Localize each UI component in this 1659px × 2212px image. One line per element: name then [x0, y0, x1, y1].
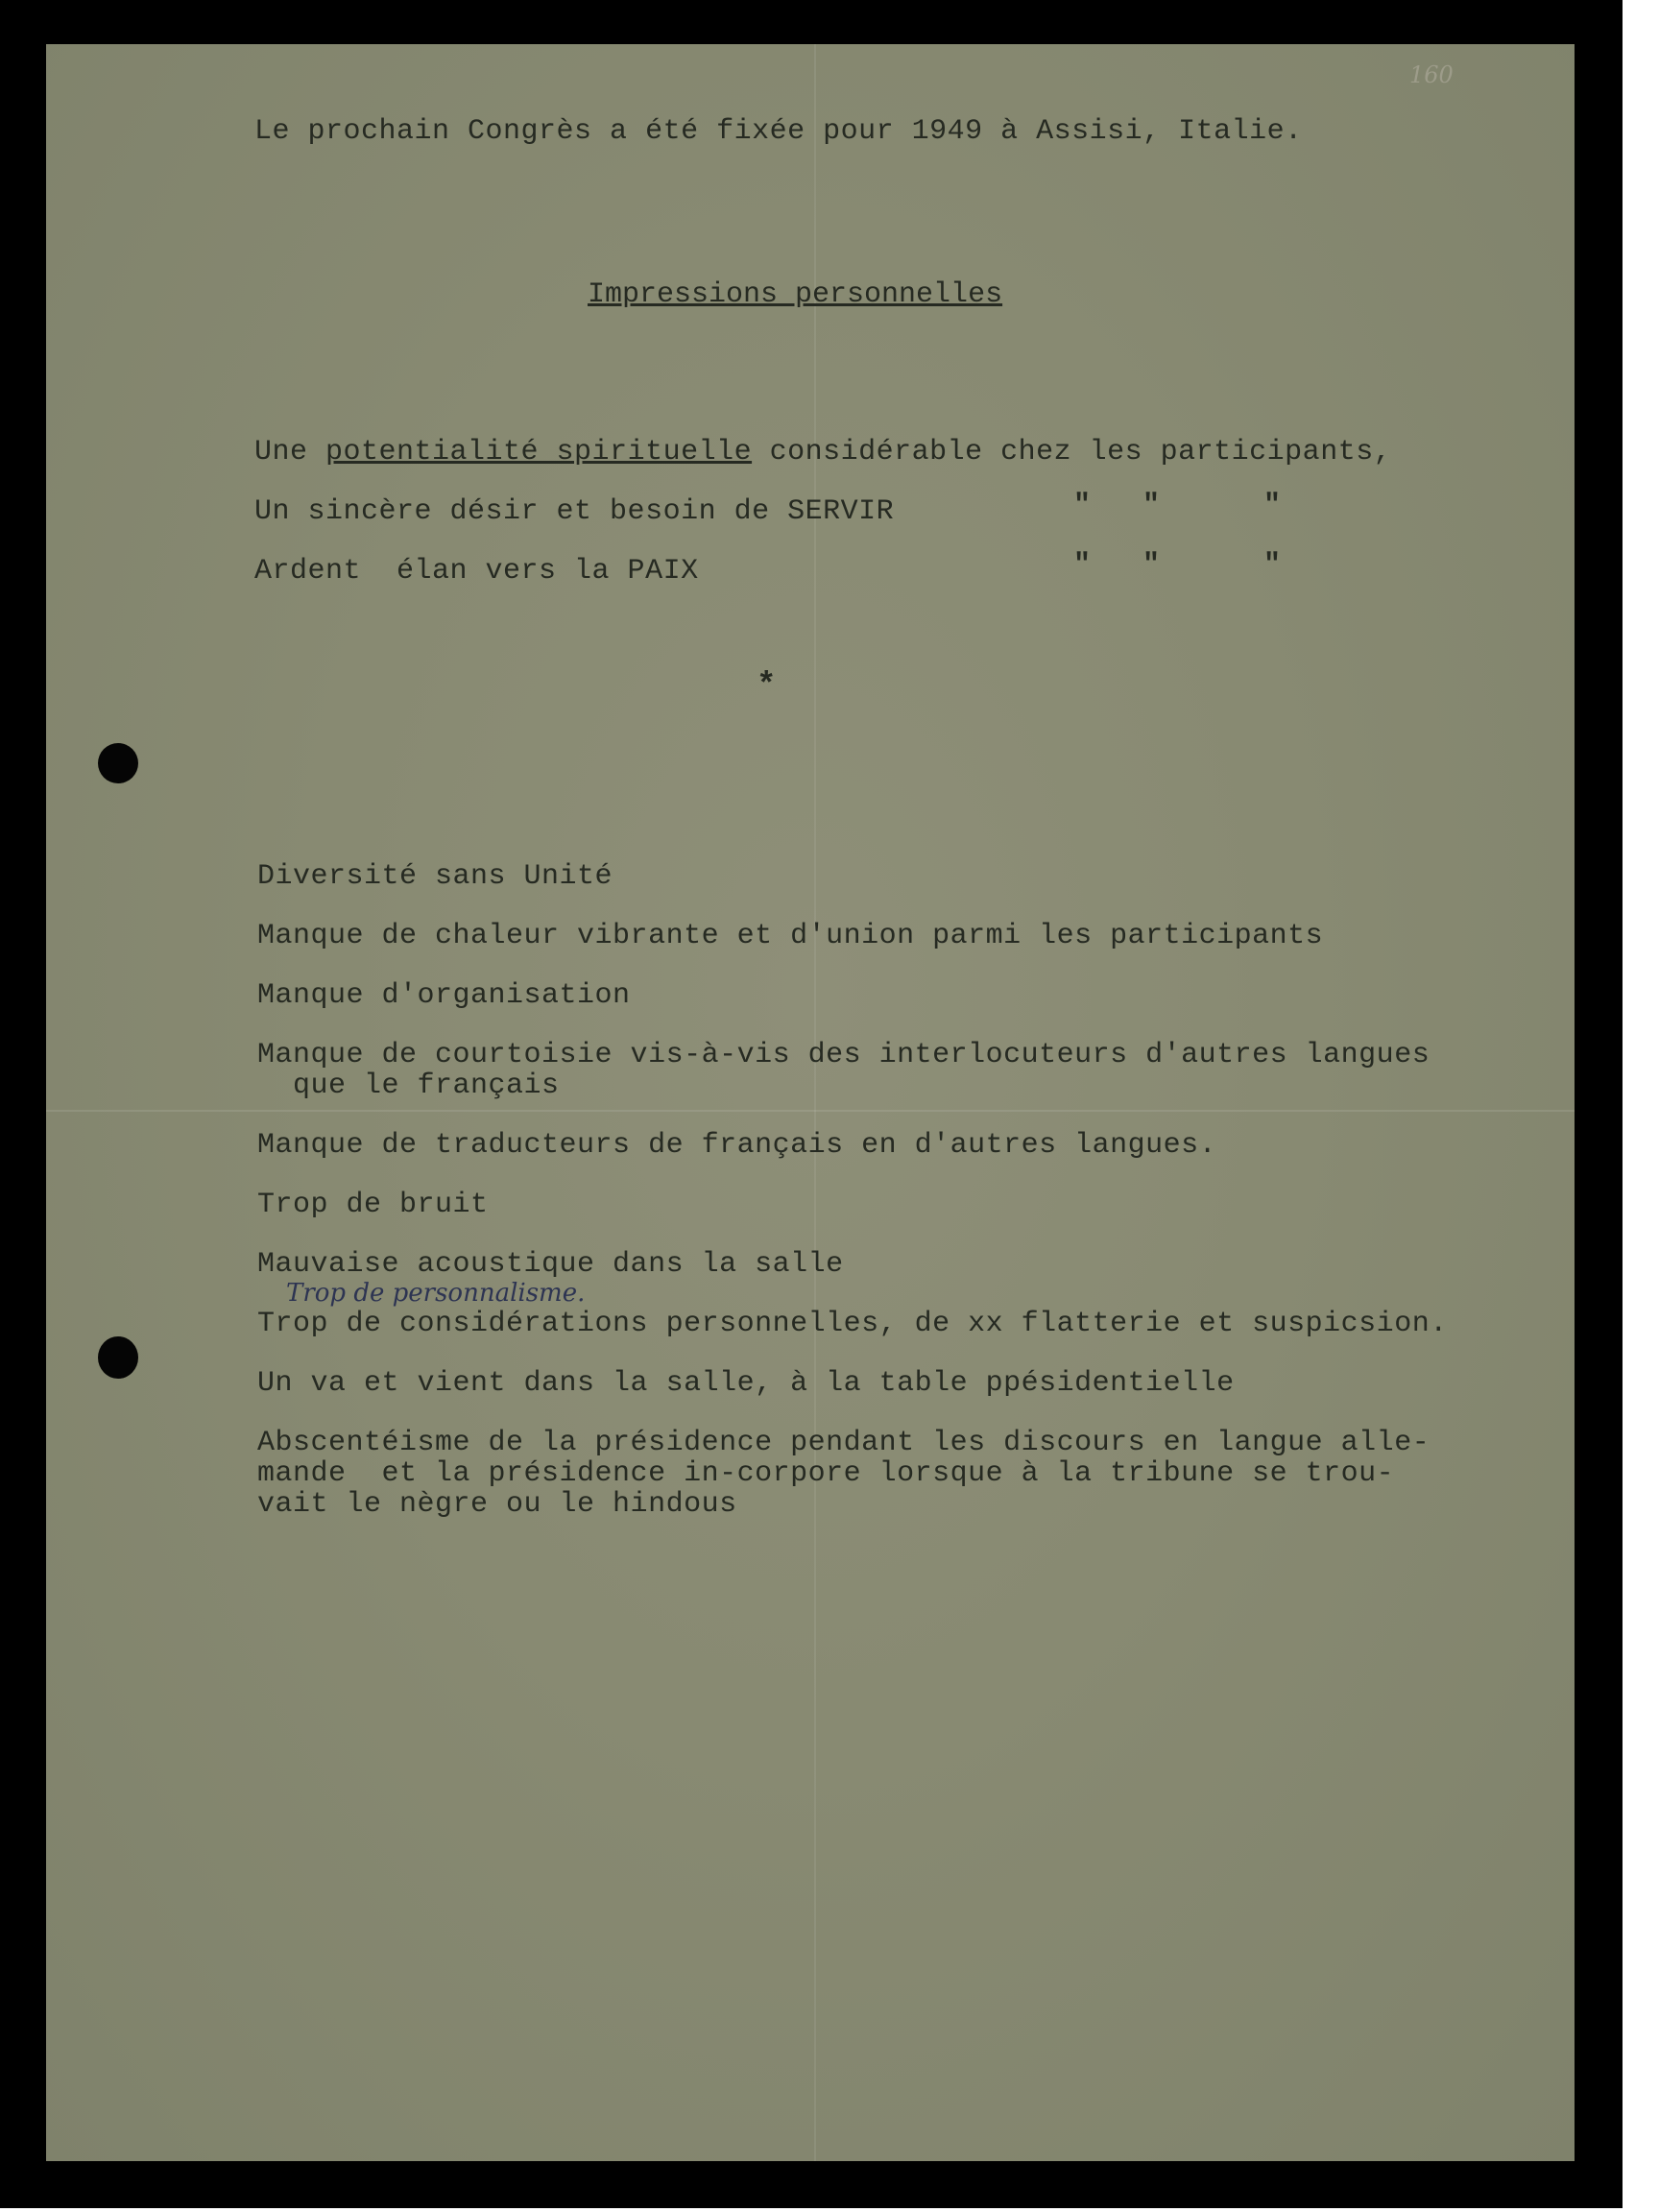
negative-line-10c: vait le nègre ou le hindous [257, 1488, 737, 1521]
fold-line-horizontal [46, 1110, 1575, 1112]
negative-line-4b: que le français [257, 1070, 560, 1102]
positive-line-1-end: considérable chez les participants, [752, 436, 1392, 469]
negative-line-2: Manque de chaleur vibrante et d'union parmi les participants [257, 920, 1324, 952]
negative-line-5: Manque de traducteurs de français en d'autres langues. [257, 1129, 1217, 1162]
positive-line-1-start: Une [254, 436, 326, 469]
positive-line-1 [254, 436, 1391, 469]
document-page [46, 44, 1575, 2161]
section-title: Impressions personnelles [588, 278, 1003, 311]
negative-line-1: Diversité sans Unité [257, 860, 613, 893]
negative-line-4a: Manque de courtoisie vis-à-vis des interlocuteurs d'autres langues [257, 1039, 1431, 1071]
negative-line-10a: Abscentéisme de la présidence pendant les discours en langue alle- [257, 1427, 1431, 1459]
positive-line-3: Ardent élan vers la PAIX [254, 555, 699, 588]
congress-line: Le prochain Congrès a été fixée pour 1949 à Assisi, Italie. [254, 115, 1303, 148]
negative-line-9: Un va et vient dans la salle, à la table ppésidentielle [257, 1367, 1235, 1400]
fold-line-vertical [814, 44, 816, 2161]
positive-line-1-underlined: potentialité spirituelle [325, 436, 753, 469]
negative-line-3: Manque d'organisation [257, 979, 631, 1012]
handwritten-annotation: Trop de personnalisme. [286, 1279, 586, 1308]
negative-line-6: Trop de bruit [257, 1189, 489, 1221]
positive-line-2: Un sincère désir et besoin de SERVIR [254, 495, 895, 528]
separator-asterisk: * [757, 668, 777, 705]
negative-line-7: Mauvaise acoustique dans la salle [257, 1248, 844, 1281]
page-number: 160 [1409, 61, 1454, 88]
negative-line-10b: mande et la présidence in-corpore lorsque à la tribune se trou- [257, 1457, 1395, 1490]
ditto-marks-1: " " " [1073, 490, 1282, 522]
punch-hole-top [98, 743, 138, 783]
negative-line-8: Trop de considérations personnelles, de xx flatterie et suspicsion. [257, 1308, 1448, 1340]
punch-hole-bottom [98, 1336, 138, 1379]
ditto-marks-2: " " " [1073, 549, 1282, 582]
